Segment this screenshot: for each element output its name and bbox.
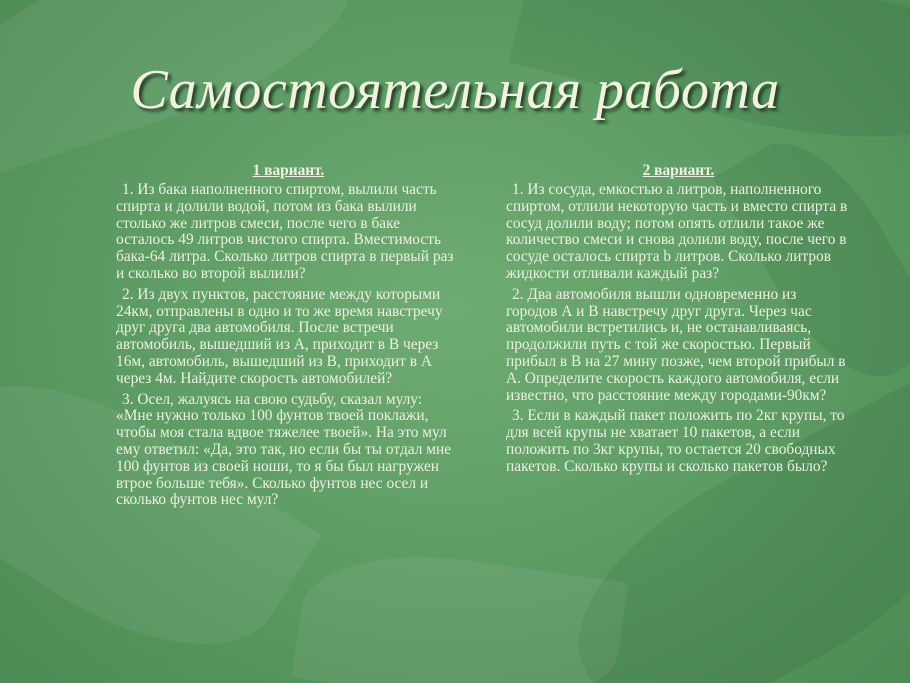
slide-title: Самостоятельная работа [130, 59, 780, 121]
variant-1-heading: 1 вариант. [252, 162, 325, 179]
variant-2-task: 3. Если в каждый пакет положить по 2кг крупы, то для всей крупы не хватает 10 пакетов, а если положить по 3кг крупы, то остается 20 свободных пакетов. Сколько крупы и сколько пакетов было? [506, 407, 845, 475]
variant-2-column [506, 162, 851, 480]
variant-1-column [116, 162, 461, 513]
variant-1-task: 1. Из бака наполненного спиртом, вылили часть спирта и долили водой, потом из бака вылили столько же литров смеси, после чего в баке осталось 49 литров чистого спирта. Вместимость бака-64 литра. Сколько литров спирта в первый раз и сколько во второй вылили? [116, 181, 454, 282]
variant-2-heading: 2 вариант. [642, 162, 715, 179]
variant-2-task: 2. Два автомобиля вышли одновременно из городов А и В навстречу друг друга. Через час автомобили встретились и, не останавливаясь, продолжили путь с той же скоростью. Первый прибыл в В на 27 мину позже, чем второй прибыл в А. Определите скорость каждого автомобиля, если известно, что расстояние между городами-90км? [506, 285, 846, 404]
variant-1-task: 3. Осел, жалуясь на свою судьбу, сказал мулу: «Мне нужно только 100 фунтов твоей поклажи, чтобы моя стала вдвое тяжелее твоей». На это мул ему ответил: «Да, это так, но если бы ты отдал мне 100 фунтов из своей ноши, то я бы был нагружен втрое больше тебя». Сколько фунтов нес осел и сколько фунтов нес мул? [116, 390, 452, 509]
variant-1-task: 2. Из двух пунктов, расстояние между которыми 24км, отправлены в одно и то же время навстречу друг друга два автомобиля. После встречи автомобиль, вышедший из А, приходит в В через 16м, автомобиль, вышедший из В, приходит в А через 4м. Найдите скорость автомобилей? [116, 285, 443, 387]
variant-2-task: 1. Из сосуда, емкостью a литров, наполненного спиртом, отлили некоторую часть и вместо спирта в сосуд долили воду; потом опять отлили такое же количество смеси и снова долили воду, после чего в сосуде осталось спирта b литров. Сколько литров жидкости отливали каждый раз? [506, 181, 848, 282]
background-leaf [292, 538, 628, 683]
